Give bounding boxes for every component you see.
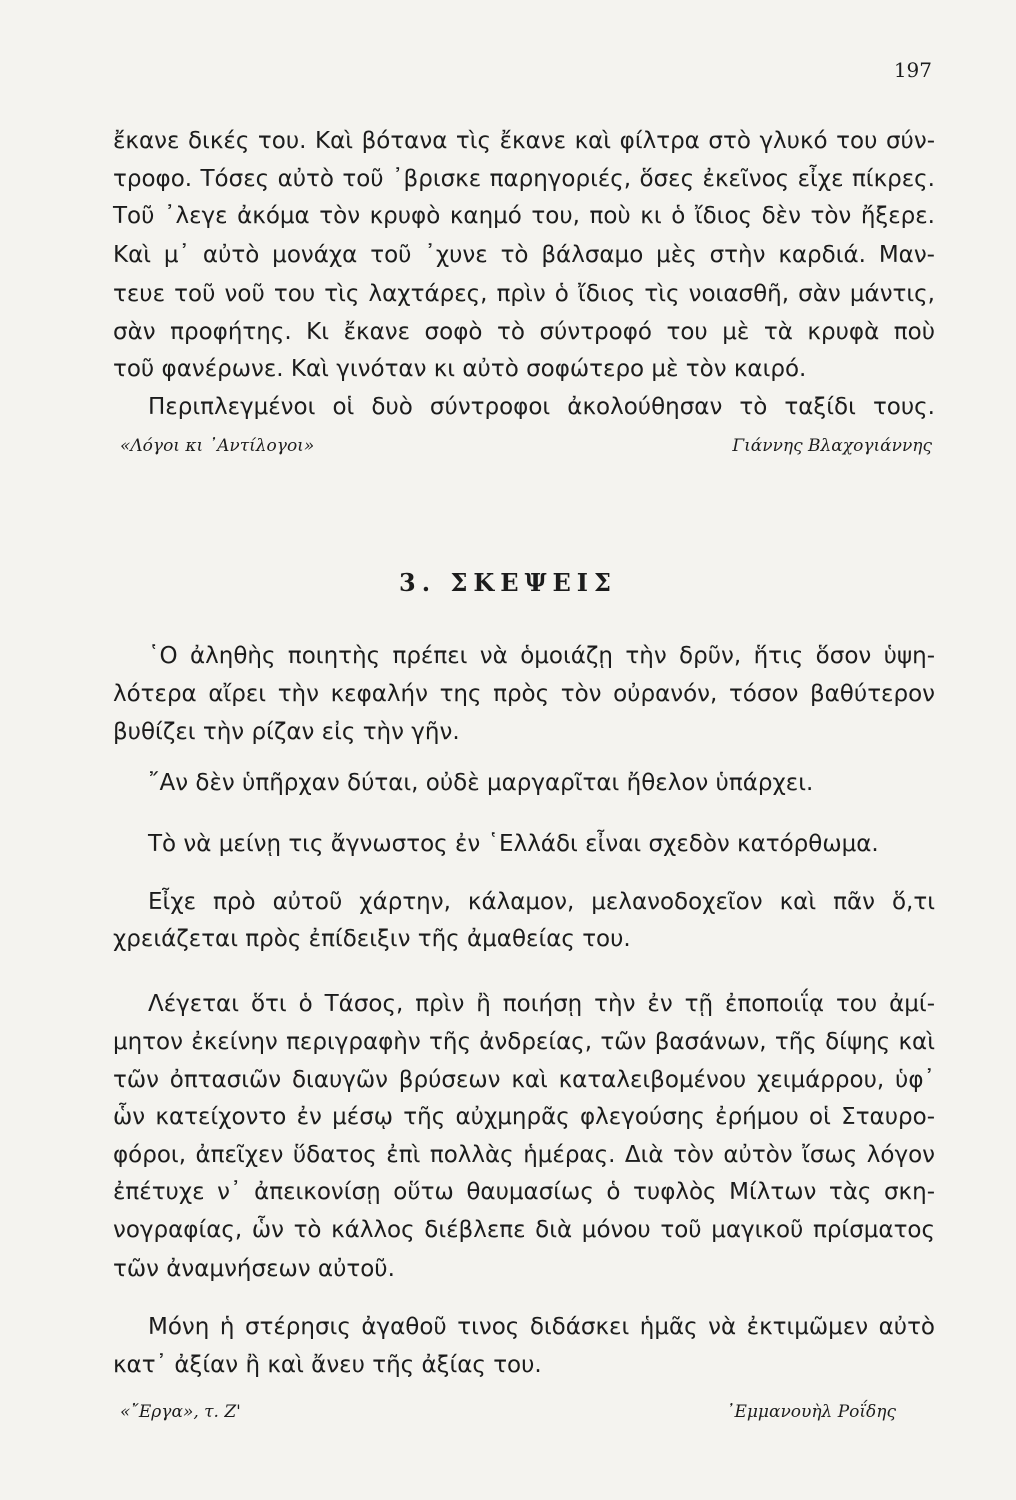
passage1-author: Γιάννης Βλαχογιάννης xyxy=(732,436,932,456)
thought4-line-1: Εἶχε πρὸ αὐτοῦ χάρτην, κάλαμον, μελανοδοχεῖον καὶ πᾶν ὅ,τι xyxy=(148,889,935,915)
section-heading: 3. ΣΚΕΨΕΙΣ xyxy=(399,568,617,597)
passage1-source: «Λόγοι κι ᾿Αντίλογοι» xyxy=(120,436,315,456)
passage1-line-6: σὰν προφήτης. Κι ἔκανε σοφὸ τὸ σύντροφό του μὲ τὰ κρυφὰ ποὺ xyxy=(113,319,935,345)
passage1-line-8: Περιπλεγμένοι οἱ δυὸ σύντροφοι ἀκολούθησαν τὸ ταξίδι τους. xyxy=(148,394,935,420)
thought4-line-2: χρειάζεται πρὸς ἐπίδειξιν τῆς ἀμαθείας του. xyxy=(113,926,631,952)
thought5-line-1: Λέγεται ὅτι ὁ Τάσος, πρὶν ἢ ποιήσῃ τὴν ἐν τῇ ἐποποιΐᾳ του ἀμί- xyxy=(148,991,935,1017)
thought5-line-8: τῶν ἀναμνήσεων αὐτοῦ. xyxy=(113,1256,395,1282)
passage1-line-2: τροφο. Τόσες αὐτὸ τοῦ ᾿βρισκε παρηγοριές, ὅσες ἐκεῖνος εἶχε πίκρες. xyxy=(113,166,935,192)
thought1-line-1: ῾Ο ἀληθὴς ποιητὴς πρέπει νὰ ὁμοιάζῃ τὴν δρῦν, ἥτις ὅσον ὑψη- xyxy=(148,643,935,669)
thought5-line-6: ἐπέτυχε ν᾿ ἀπεικονίσῃ οὕτω θαυμασίως ὁ τυφλὸς Μίλτων τὰς σκη- xyxy=(113,1179,935,1205)
thought3-line: Τὸ νὰ μείνῃ τις ἄγνωστος ἐν ῾Ελλάδι εἶναι σχεδὸν κατόρθωμα. xyxy=(148,831,879,857)
thoughts-author: ᾿Εμμανουὴλ Ροΐδης xyxy=(725,1402,896,1422)
passage1-line-4: Καὶ μ᾿ αὐτὸ μονάχα τοῦ ᾿χυνε τὸ βάλσαμο μὲς στὴν καρδιά. Μαν- xyxy=(113,242,935,268)
thoughts-source: «῎Εργα», τ. Ζ' xyxy=(120,1402,241,1422)
passage1-line-5: τευε τοῦ νοῦ του τὶς λαχτάρες, πρὶν ὁ ἴδιος τὶς νοιασθῆ, σὰν μάντις, xyxy=(113,281,935,307)
thought5-line-7: νογραφίας, ὧν τὸ κάλλος διέβλεπε διὰ μόνου τοῦ μαγικοῦ πρίσματος xyxy=(113,1217,935,1243)
thought2-line: ῎Αν δὲν ὑπῆρχαν δύται, οὐδὲ μαργαρῖται ἤθελον ὑπάρχει. xyxy=(148,770,814,796)
thought1-line-2: λότερα αἴρει τὴν κεφαλήν της πρὸς τὸν οὐρανόν, τόσον βαθύτερον xyxy=(113,681,935,707)
thought5-line-4: ὧν κατείχοντο ἐν μέσῳ τῆς αὐχμηρᾶς φλεγούσης ἐρήμου οἱ Σταυρο- xyxy=(113,1104,935,1130)
thought5-line-2: μητον ἐκείνην περιγραφὴν τῆς ἀνδρείας, τῶν βασάνων, τῆς δίψης καὶ xyxy=(113,1029,935,1055)
thought6-line-2: κατ᾿ ἀξίαν ἢ καὶ ἄνευ τῆς ἀξίας του. xyxy=(113,1352,542,1378)
thought5-line-3: τῶν ὀπτασιῶν διαυγῶν βρύσεων καὶ καταλειβομένου χειμάρρου, ὑφ᾿ xyxy=(113,1067,935,1093)
page-number: 197 xyxy=(893,58,932,82)
thought5-line-5: φόροι, ἀπεῖχεν ὕδατος ἐπὶ πολλὰς ἡμέρας. Διὰ τὸν αὐτὸν ἴσως λόγον xyxy=(113,1142,935,1168)
passage1-line-3: Τοῦ ᾿λεγε ἀκόμα τὸν κρυφὸ καημό του, ποὺ κι ὁ ἴδιος δὲν τὸν ἤξερε. xyxy=(113,203,935,229)
passage1-line-1: ἔκανε δικές του. Καὶ βότανα τὶς ἔκανε καὶ φίλτρα στὸ γλυκό του σύν- xyxy=(113,128,935,154)
passage1-line-7: τοῦ φανέρωνε. Καὶ γινόταν κι αὐτὸ σοφώτερο μὲ τὸν καιρό. xyxy=(113,356,807,382)
thought6-line-1: Μόνη ἡ στέρησις ἀγαθοῦ τινος διδάσκει ἡμᾶς νὰ ἐκτιμῶμεν αὐτὸ xyxy=(148,1314,935,1340)
thought1-line-3: βυθίζει τὴν ρίζαν εἰς τὴν γῆν. xyxy=(113,719,460,745)
